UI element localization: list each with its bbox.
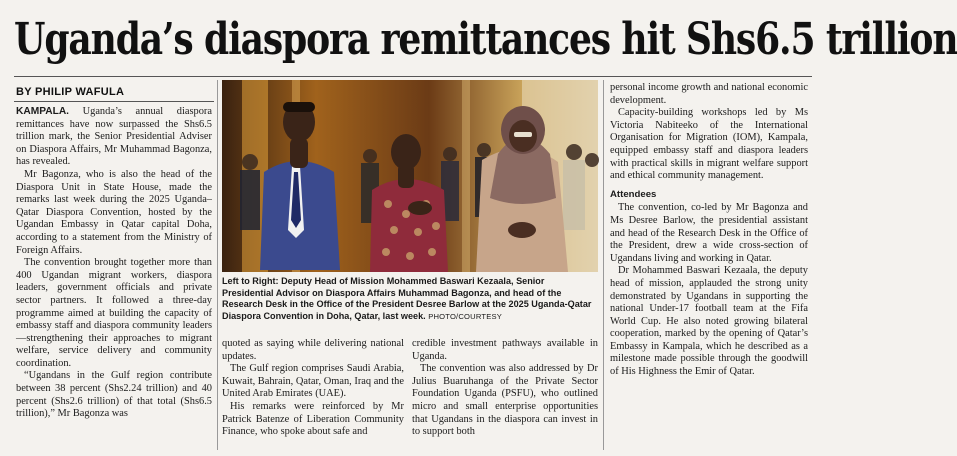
- paragraph: The convention was also addressed by Dr Julius Buaruhanga of the Private Sector Foundation Uganda (PSFU), who outlined micro and small enterprise opportunities that Ugandans in the diaspora can invest in to support both: [412, 363, 598, 438]
- headline: Uganda’s diaspora remittances hit Shs6.5 trillion: [14, 14, 957, 65]
- subhead-attendees: Attendees: [610, 188, 657, 200]
- paragraph: quoted as saying while delivering national updates.: [222, 338, 404, 362]
- byline: BY PHILIP WAFULA: [16, 86, 125, 98]
- article-column-4: [610, 82, 808, 450]
- photo-illustration: [222, 80, 598, 272]
- column-rule-1: [217, 80, 218, 450]
- photo-credit: PHOTO/COURTESY: [428, 311, 503, 321]
- paragraph-text: Uganda’s annual diaspora remittances have now surpassed the Shs6.5 trillion mark, the Senior Presidential Adviser on Diaspora Affairs, Mr Muhammad Bagonza, has revealed.: [16, 106, 212, 168]
- headline-rule: [14, 76, 812, 77]
- paragraph: credible investment pathways available in Uganda.: [412, 338, 598, 362]
- paragraph: Mr Bagonza, who is also the head of the Diaspora Unit in State House, made the remarks last week during the 2025 Uganda–Qatar Diaspora Convention, hosted by the Ugandan Embassy in Qatar capital Doha, according to a statement from the Ministry of Foreign Affairs.: [16, 168, 212, 256]
- photo-caption: [222, 276, 598, 322]
- article-column-1: [16, 106, 212, 450]
- paragraph: Capacity-building workshops led by Ms Victoria Nabiteeko of the International Organisation for Migration (IOM), Kampala, equipped embassy staff and diaspora leaders with practical skills in migrant welfare support and ethical community management.: [610, 107, 808, 182]
- paragraph: personal income growth and national economic development.: [610, 82, 808, 106]
- paragraph: His remarks were reinforced by Mr Patrick Batenze of Liberation Community Finance, who spoke about safe and: [222, 400, 404, 438]
- paragraph: Dr Mohammed Baswari Kezaala, the deputy head of mission, applauded the strong unity demonstrated by Ugandans in supporting the national Under-17 football team at the Fifa World Cup. He also noted growing bilateral cooperation, marked by the opening of Qatar’s Embassy in Kampala, which he described as a milestone made possible through the goodwill of His Highness the Emir of Qatar.: [610, 265, 808, 378]
- paragraph: The convention brought together more than 400 Ugandan migrant workers, diaspora leaders, government officials and private sector partners. It followed a three-day programme aimed at building the capacity of embassy staff and diaspora community leaders—strengthening their approaches to migrant welfare, service delivery and community coordination.: [16, 257, 212, 369]
- paragraph: “Ugandans in the Gulf region contribute between 38 percent (Shs2.24 trillion) and 40 percent (Shs2.6 trillion) of that total (Shs6.5 trillion),” Mr Bagonza was: [16, 370, 212, 420]
- article-column-2: [222, 338, 404, 450]
- article-photo: [222, 80, 598, 272]
- column-rule-2: [603, 80, 604, 450]
- paragraph: The convention, co-led by Mr Bagonza and Ms Desree Barlow, the presidential assistant and head of the Research Desk in the Office of the President, drew a wide cross-section of Ugandans living and working in Qatar.: [610, 202, 808, 264]
- article-column-3: [412, 338, 598, 450]
- byline-rule: [14, 101, 214, 102]
- dateline: KAMPALA.: [16, 106, 70, 117]
- paragraph: [16, 106, 212, 169]
- paragraph: The Gulf region comprises Saudi Arabia, Kuwait, Bahrain, Qatar, Oman, Iraq and the United Arab Emirates (UAE).: [222, 363, 404, 400]
- caption-text: Left to Right: Deputy Head of Mission Mohammed Baswari Kezaala, Senior Presidential Advisor on Diaspora Affairs Muhammad Bagonza, and head of the Research Desk in the Office of the President Desree Barlow at the 2025 Uganda-Qatar Diaspora Convention in Doha, Qatar, last week.: [222, 276, 592, 321]
